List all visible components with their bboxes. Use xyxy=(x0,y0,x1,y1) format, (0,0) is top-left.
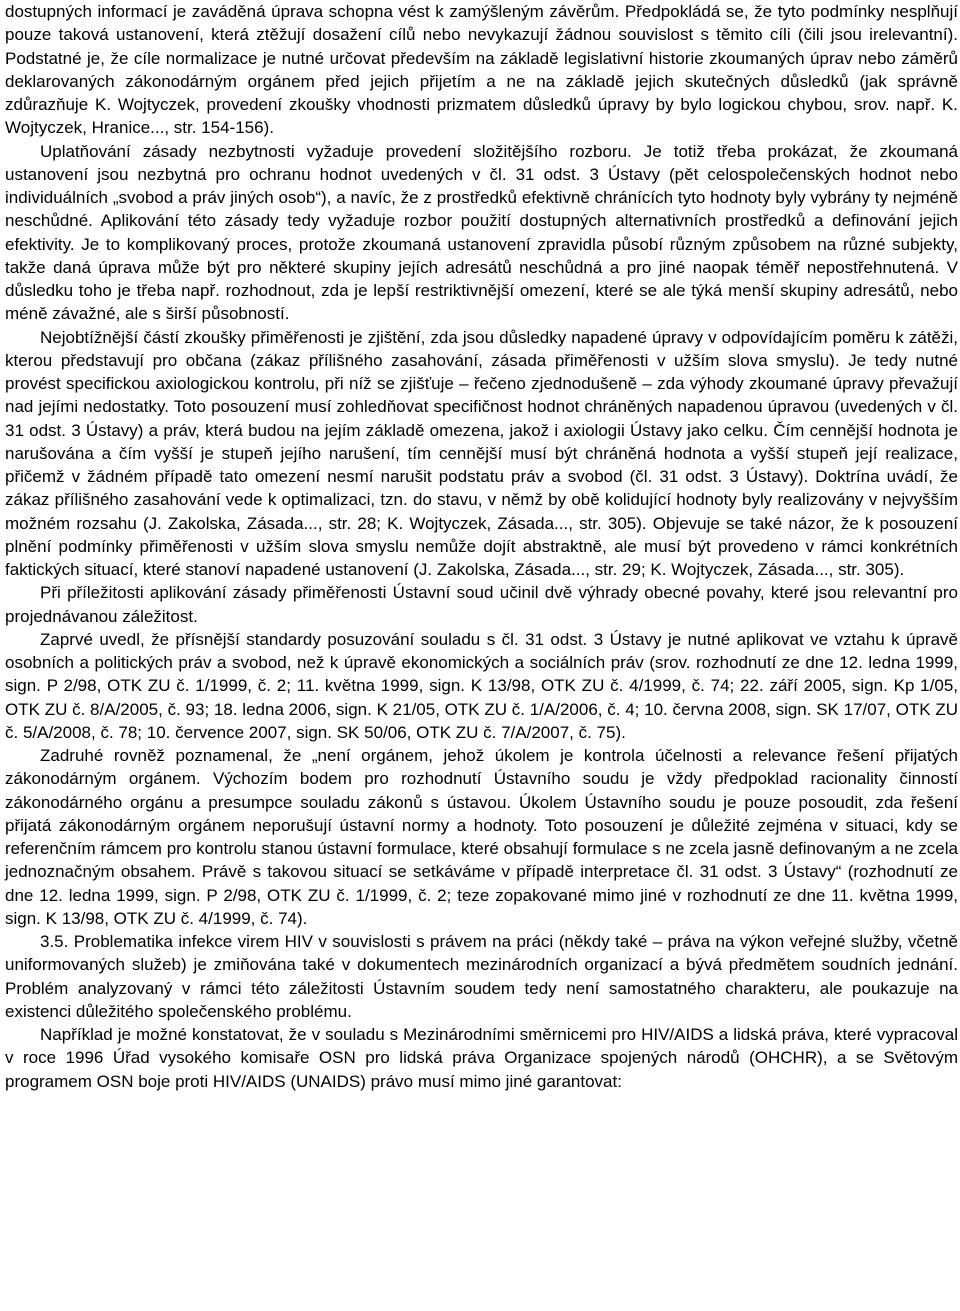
paragraph: Například je možné konstatovat, že v souladu s Mezinárodními směrnicemi pro HIV/AIDS a lidská práva, které vypracoval v roce 1996 Úřad vysokého komisaře OSN pro lidská práva Organizace spojených národů (OHCHR), a se Světovým programem OSN boje proti HIV/AIDS (UNAIDS) právo musí mimo jiné garantovat: xyxy=(5,1025,958,1091)
paragraph: Zaprvé uvedl, že přísnější standardy posuzování souladu s čl. 31 odst. 3 Ústavy je nutné aplikovat ve vztahu k úpravě osobních a politických práv a svobod, než k úpravě ekonomických a sociálních práv (srov. rozhodnutí ze dne 12. ledna 1999, sign. P 2/98, OTK ZU č. 1/1999, č. 2; 11. května 1999, sign. K 13/98, OTK ZU č. 4/1999, č. 74; 22. září 2005, sign. Kp 1/05, OTK ZU č. 8/A/2005, č. 93; 18. ledna 2006, sign. K 21/05, OTK ZU č. 1/A/2006, č. 4; 10. června 2008, sign. SK 17/07, OTK ZU č. 5/A/2008, č. 78; 10. července 2007, sign. SK 50/06, OTK ZU č. 7/A/2007, č. 75). xyxy=(5,629,958,742)
document-page xyxy=(5,0,958,1093)
paragraph: Zadruhé rovněž poznamenal, že „není orgánem, jehož úkolem je kontrola účelnosti a relevance řešení přijatých zákonodárným orgánem. Výchozím bodem pro rozhodnutí Ústavního soudu je vždy předpoklad racionality činností zákonodárného orgánu a presumpce souladu zákonů s ústavou. Úkolem Ústavního soudu je pouze posoudit, zda řešení přijatá zákonodárným orgánem neporušují ústavní normy a hodnoty. Toto posouzení je důležité zejména v situaci, kdy se referenčním rámcem pro kontrolu stanou ústavní formulace, které obsahují formulace s ne zcela jasně definovaným a ne zcela jednoznačným obsahem. Právě s takovou situací se setkáváme v případě interpretace čl. 31 odst. 3 Ústavy“ (rozhodnutí ze dne 12. ledna 1999, sign. P 2/98, OTK ZU č. 1/1999, č. 2; teze zopakované mimo jiné v rozhodnutí ze dne 11. května 1999, sign. K 13/98, OTK ZU č. 4/1999, č. 74). xyxy=(5,746,958,928)
paragraph: Při příležitosti aplikování zásady přiměřenosti Ústavní soud učinil dvě výhrady obecné povahy, které jsou relevantní pro projednávanou záležitost. xyxy=(5,583,958,626)
paragraph: Uplatňování zásady nezbytnosti vyžaduje provedení složitějšího rozboru. Je totiž třeba prokázat, že zkoumaná ustanovení jsou nezbytná pro ochranu hodnot uvedených v čl. 31 odst. 3 Ústavy (pět celospolečenských hodnot nebo individuálních „svobod a práv jiných osob“), a navíc, že z prostředků efektivně chránících tyto hodnoty byly vybrány ty nejméně neschůdné. Aplikování této zásady tedy vyžaduje rozbor použití dostupných alternativních prostředků a definování jejich efektivity. Je to komplikovaný proces, protože zkoumaná ustanovení zpravidla působí různým způsobem na různé subjekty, takže daná úprava může být pro některé skupiny jejích adresátů neschůdná a pro jiné naopak téměř nepostřehnutená. V důsledku toho je třeba např. rozhodnout, zda je lepší restriktivnější omezení, které se ale týká menší skupiny adresátů, nebo méně závažné, ale s širší působností. xyxy=(5,141,958,324)
paragraph: Nejobtížnější částí zkoušky přiměřenosti je zjištění, zda jsou důsledky napadené úpravy v odpovídajícím poměru k zátěži, kterou představují pro občana (zákaz přílišného zasahování, zásada přiměřenosti v užším slova smyslu). Je tedy nutné provést specifickou axiologickou kontrolu, při níž se zjišťuje – řečeno zjednodušeně – zda výhody zkoumané úpravy převažují nad jejími nedostatky. Toto posouzení musí zohledňovat specifičnost hodnot chráněných napadenou úpravou (uvedených v čl. 31 odst. 3 Ústavy) a práv, která budou na jejím základě omezena, jakož i axiologii Ústavy jako celku. Čím cennější hodnota je narušována a čím vyšší je stupeň jejího narušení, tím cennější musí být chráněná hodnota a vyšší stupeň její realizace, přičemž v žádném případě tato omezení nesmí narušit podstatu práv a svobod (čl. 31 odst. 3 Ústavy). Doktrína uvádí, že zákaz přílišného zasahování vede k optimalizaci, tzn. do stavu, v němž by obě kolidující hodnoty byly realizovány v nejvyšším možném rozsahu (J. Zakolska, Zásada..., str. 28; K. Wojtyczek, Zásada..., str. 305). Objevuje se také názor, že k posouzení plnění podmínky přiměřenosti v užším slova smyslu nemůže dojít abstraktně, ale musí být provedeno v rámci konkrétních faktických situací, které stanoví napadené ustanovení (J. Zakolska, Zásada..., str. 29; K. Wojtyczek, Zásada..., str. 305). xyxy=(5,327,958,579)
paragraph: dostupných informací je zaváděná úprava schopna vést k zamýšleným závěrům. Předpokládá se, že tyto podmínky nesplňují pouze taková ustanovení, která ztěžují dosažení cílů nebo nevykazují žádnou souvislost s těmito cíli (čili jsou irelevantní). Podstatné je, že cíle normalizace je nutné určovat především na základě legislativní historie zkoumaných úprav nebo záměrů deklarovaných zákonodárným orgánem před jejich přijetím a ne na základě jejich skutečných důsledků (jak správně zdůrazňuje K. Wojtyczek, provedení zkoušky vhodnosti prizmatem důsledků úpravy by bylo logickou chybou, srov. např. K. Wojtyczek, Hranice..., str. 154-156). xyxy=(5,2,958,138)
paragraph: 3.5. Problematika infekce virem HIV v souvislosti s právem na práci (někdy také – práva na výkon veřejné služby, včetně uniformovaných služeb) je zmiňována také v dokumentech mezinárodních organizací a bývá předmětem soudních jednání. Problém analyzovaný v rámci této záležitosti Ústavním soudem tedy není samostatného charakteru, ale poukazuje na existenci důležitého společenského problému. xyxy=(5,932,958,1021)
